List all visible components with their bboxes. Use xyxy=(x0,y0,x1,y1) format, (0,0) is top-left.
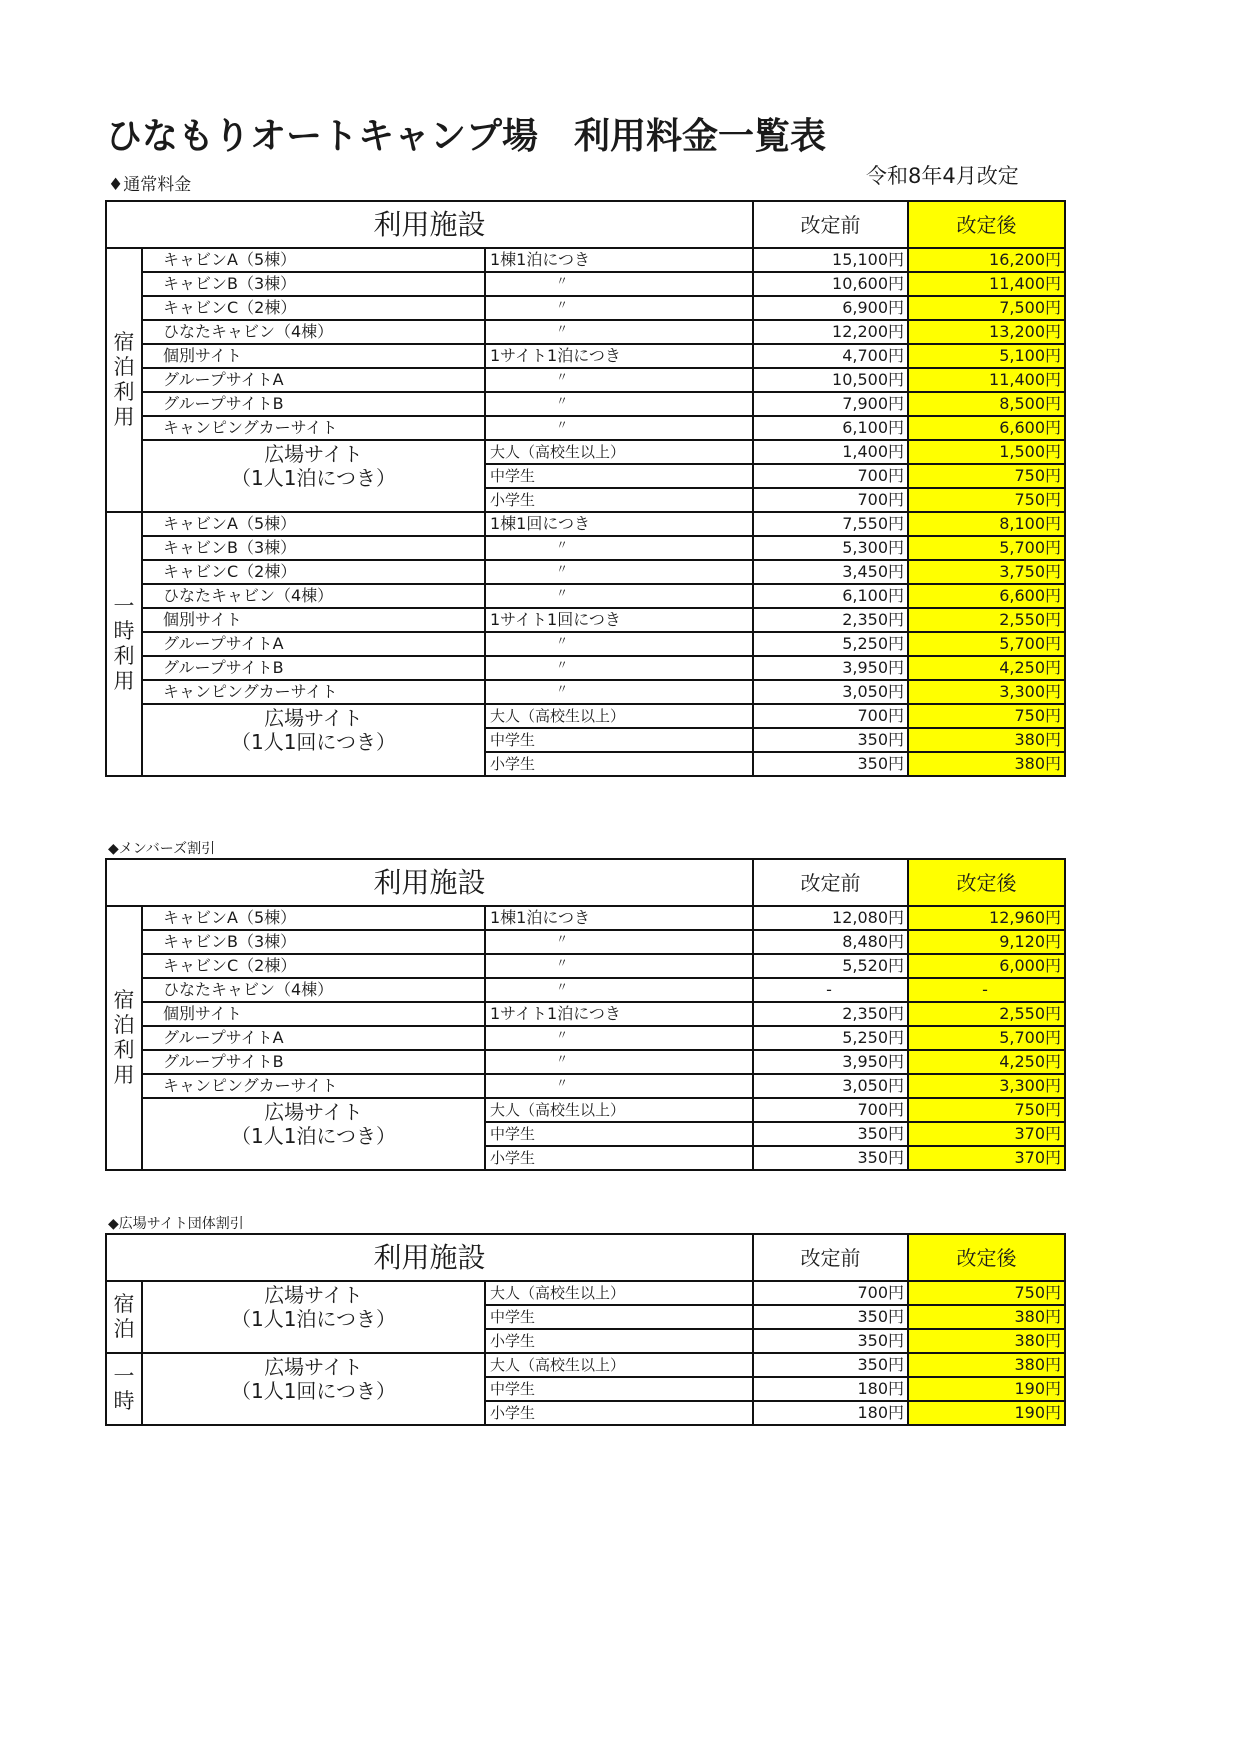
table-row xyxy=(106,392,1065,416)
price-after: 380円 xyxy=(908,1329,1065,1353)
price-after: 380円 xyxy=(908,728,1065,752)
price-after: 750円 xyxy=(908,488,1065,512)
table-row xyxy=(106,954,1065,978)
price-before: 180円 xyxy=(753,1401,908,1425)
table-row xyxy=(106,272,1065,296)
table-row xyxy=(106,512,1065,536)
plaza-site-unit: （1人1泊につき） xyxy=(230,1124,397,1148)
plaza-site-name: 広場サイト xyxy=(264,1283,363,1307)
table-row xyxy=(106,1074,1065,1098)
plaza-site-name: 広場サイト xyxy=(264,1355,363,1379)
price-after: 750円 xyxy=(908,1098,1065,1122)
section-label-members: ◆メンバーズ割引 xyxy=(108,841,216,857)
table-row xyxy=(106,248,1065,272)
price-before: 8,480円 xyxy=(753,930,908,954)
age-group: 小学生 xyxy=(485,1146,753,1170)
price-after: 750円 xyxy=(908,464,1065,488)
fee-table-normal xyxy=(105,200,1066,777)
facility-name: グループサイトA xyxy=(142,632,485,656)
header-before: 改定前 xyxy=(753,1234,908,1281)
unit-note: 〃 xyxy=(485,368,753,392)
price-before: 7,900円 xyxy=(753,392,908,416)
price-before: 6,100円 xyxy=(753,416,908,440)
price-before: 2,350円 xyxy=(753,608,908,632)
facility-name: キャビンC（2棟） xyxy=(142,296,485,320)
price-after: 380円 xyxy=(908,752,1065,776)
facility-name: キャンピングカーサイト xyxy=(142,1074,485,1098)
price-after: 5,700円 xyxy=(908,1026,1065,1050)
header-row xyxy=(106,201,1065,248)
price-before: 700円 xyxy=(753,1281,908,1305)
unit-note: 〃 xyxy=(485,978,753,1002)
unit-note: 1サイト1回につき xyxy=(485,608,753,632)
facility-name: キャビンC（2棟） xyxy=(142,560,485,584)
price-after: 9,120円 xyxy=(908,930,1065,954)
category-cell: 宿泊利用 xyxy=(106,906,142,1170)
price-after: 12,960円 xyxy=(908,906,1065,930)
table-row xyxy=(106,320,1065,344)
unit-note: 〃 xyxy=(485,392,753,416)
price-before: 4,700円 xyxy=(753,344,908,368)
price-after: 190円 xyxy=(908,1401,1065,1425)
price-before: 10,600円 xyxy=(753,272,908,296)
price-after: 3,300円 xyxy=(908,1074,1065,1098)
facility-name: 個別サイト xyxy=(142,1002,485,1026)
price-before: 1,400円 xyxy=(753,440,908,464)
unit-note: 〃 xyxy=(485,1026,753,1050)
table-row xyxy=(106,632,1065,656)
price-after: 5,700円 xyxy=(908,536,1065,560)
facility-name: キャンピングカーサイト xyxy=(142,680,485,704)
price-before: 3,050円 xyxy=(753,680,908,704)
header-before: 改定前 xyxy=(753,859,908,906)
table-row xyxy=(106,1353,1065,1377)
table-row xyxy=(106,1002,1065,1026)
price-before: 700円 xyxy=(753,1098,908,1122)
price-after: 11,400円 xyxy=(908,368,1065,392)
fee-table-group xyxy=(105,1233,1066,1426)
price-before: 700円 xyxy=(753,704,908,728)
price-after: 380円 xyxy=(908,1353,1065,1377)
unit-note: 〃 xyxy=(485,656,753,680)
table-row xyxy=(106,704,1065,728)
table-row xyxy=(106,906,1065,930)
price-after: 3,300円 xyxy=(908,680,1065,704)
plaza-site-name: 広場サイト xyxy=(264,706,363,730)
section-label-group: ◆広場サイト団体割引 xyxy=(108,1216,244,1232)
unit-note: 〃 xyxy=(485,296,753,320)
header-row xyxy=(106,1234,1065,1281)
price-after: 7,500円 xyxy=(908,296,1065,320)
price-after: 2,550円 xyxy=(908,1002,1065,1026)
header-after: 改定後 xyxy=(908,1234,1065,1281)
price-after: 2,550円 xyxy=(908,608,1065,632)
price-after: 6,600円 xyxy=(908,584,1065,608)
price-before: 3,950円 xyxy=(753,656,908,680)
price-before: 350円 xyxy=(753,1305,908,1329)
price-before: - xyxy=(753,978,908,1002)
price-after: 4,250円 xyxy=(908,656,1065,680)
fee-table-members xyxy=(105,858,1066,1171)
facility-name: グループサイトA xyxy=(142,1026,485,1050)
unit-note: 〃 xyxy=(485,1050,753,1074)
facility-name: グループサイトA xyxy=(142,368,485,392)
price-before: 350円 xyxy=(753,1353,908,1377)
header-row xyxy=(106,859,1065,906)
plaza-site-unit: （1人1回につき） xyxy=(230,1379,397,1403)
plaza-site-name: 広場サイト xyxy=(264,1100,363,1124)
plaza-site-cell xyxy=(142,440,485,512)
unit-note: 〃 xyxy=(485,272,753,296)
unit-note: 1棟1回につき xyxy=(485,512,753,536)
price-after: 6,600円 xyxy=(908,416,1065,440)
facility-name: ひなたキャビン（4棟） xyxy=(142,584,485,608)
table-row xyxy=(106,978,1065,1002)
table-row xyxy=(106,1026,1065,1050)
facility-name: 個別サイト xyxy=(142,344,485,368)
price-before: 350円 xyxy=(753,1329,908,1353)
price-after: 16,200円 xyxy=(908,248,1065,272)
section-label-normal: ♦通常料金 xyxy=(108,175,192,195)
unit-note: 〃 xyxy=(485,320,753,344)
plaza-site-unit: （1人1泊につき） xyxy=(230,1307,397,1331)
table-row xyxy=(106,536,1065,560)
price-before: 12,080円 xyxy=(753,906,908,930)
price-after: 5,100円 xyxy=(908,344,1065,368)
unit-note: 〃 xyxy=(485,680,753,704)
price-after: 370円 xyxy=(908,1146,1065,1170)
revision-date: 令和8年4月改定 xyxy=(866,164,1019,188)
age-group: 中学生 xyxy=(485,1122,753,1146)
plaza-site-cell xyxy=(142,1281,485,1353)
category-cell: 一時 xyxy=(106,1353,142,1425)
unit-note: 〃 xyxy=(485,560,753,584)
unit-note: 〃 xyxy=(485,1074,753,1098)
price-before: 5,250円 xyxy=(753,632,908,656)
price-before: 700円 xyxy=(753,464,908,488)
price-before: 3,450円 xyxy=(753,560,908,584)
facility-name: ひなたキャビン（4棟） xyxy=(142,978,485,1002)
price-after: 4,250円 xyxy=(908,1050,1065,1074)
plaza-site-name: 広場サイト xyxy=(264,442,363,466)
facility-name: キャビンA（5棟） xyxy=(142,512,485,536)
facility-name: キャビンA（5棟） xyxy=(142,248,485,272)
price-after: 11,400円 xyxy=(908,272,1065,296)
price-after: 13,200円 xyxy=(908,320,1065,344)
unit-note: 1サイト1泊につき xyxy=(485,1002,753,1026)
facility-name: 個別サイト xyxy=(142,608,485,632)
price-after: 380円 xyxy=(908,1305,1065,1329)
facility-name: キャビンB（3棟） xyxy=(142,272,485,296)
age-group: 小学生 xyxy=(485,1329,753,1353)
age-group: 中学生 xyxy=(485,728,753,752)
unit-note: 〃 xyxy=(485,632,753,656)
table-row xyxy=(106,368,1065,392)
price-before: 350円 xyxy=(753,1146,908,1170)
price-after: 5,700円 xyxy=(908,632,1065,656)
unit-note: 〃 xyxy=(485,416,753,440)
table-row xyxy=(106,680,1065,704)
price-before: 12,200円 xyxy=(753,320,908,344)
facility-name: グループサイトB xyxy=(142,392,485,416)
price-before: 350円 xyxy=(753,752,908,776)
price-before: 350円 xyxy=(753,728,908,752)
header-facility: 利用施設 xyxy=(106,1234,753,1281)
table-row xyxy=(106,1050,1065,1074)
age-group: 大人（高校生以上） xyxy=(485,1098,753,1122)
price-before: 180円 xyxy=(753,1377,908,1401)
age-group: 中学生 xyxy=(485,464,753,488)
price-after: - xyxy=(908,978,1065,1002)
price-after: 3,750円 xyxy=(908,560,1065,584)
price-before: 10,500円 xyxy=(753,368,908,392)
plaza-site-cell xyxy=(142,704,485,776)
facility-name: キャビンC（2棟） xyxy=(142,954,485,978)
facility-name: キャビンB（3棟） xyxy=(142,536,485,560)
table-row xyxy=(106,1098,1065,1122)
category-cell: 一時利用 xyxy=(106,512,142,776)
plaza-site-cell xyxy=(142,1353,485,1425)
price-before: 3,050円 xyxy=(753,1074,908,1098)
age-group: 大人（高校生以上） xyxy=(485,704,753,728)
age-group: 大人（高校生以上） xyxy=(485,1281,753,1305)
table-row xyxy=(106,344,1065,368)
unit-note: 1サイト1泊につき xyxy=(485,344,753,368)
header-after: 改定後 xyxy=(908,859,1065,906)
plaza-site-unit: （1人1回につき） xyxy=(230,730,397,754)
table-row xyxy=(106,608,1065,632)
table-row xyxy=(106,1281,1065,1305)
page-title: ひなもりオートキャンプ場 利用料金一覧表 xyxy=(106,116,827,157)
price-before: 350円 xyxy=(753,1122,908,1146)
price-after: 370円 xyxy=(908,1122,1065,1146)
price-before: 5,300円 xyxy=(753,536,908,560)
price-after: 6,000円 xyxy=(908,954,1065,978)
price-before: 5,520円 xyxy=(753,954,908,978)
header-after: 改定後 xyxy=(908,201,1065,248)
price-before: 2,350円 xyxy=(753,1002,908,1026)
price-after: 8,100円 xyxy=(908,512,1065,536)
unit-note: 1棟1泊につき xyxy=(485,248,753,272)
table-row xyxy=(106,560,1065,584)
age-group: 大人（高校生以上） xyxy=(485,1353,753,1377)
table-row xyxy=(106,584,1065,608)
table-row xyxy=(106,930,1065,954)
unit-note: 1棟1泊につき xyxy=(485,906,753,930)
age-group: 小学生 xyxy=(485,752,753,776)
fee-table-body xyxy=(106,859,1065,1170)
age-group: 大人（高校生以上） xyxy=(485,440,753,464)
table-row xyxy=(106,656,1065,680)
fee-table-body xyxy=(106,201,1065,776)
age-group: 小学生 xyxy=(485,488,753,512)
unit-note: 〃 xyxy=(485,954,753,978)
price-before: 700円 xyxy=(753,488,908,512)
price-before: 5,250円 xyxy=(753,1026,908,1050)
price-before: 3,950円 xyxy=(753,1050,908,1074)
header-facility: 利用施設 xyxy=(106,201,753,248)
age-group: 中学生 xyxy=(485,1305,753,1329)
category-cell: 宿泊利用 xyxy=(106,248,142,512)
age-group: 小学生 xyxy=(485,1401,753,1425)
unit-note: 〃 xyxy=(485,536,753,560)
table-row xyxy=(106,296,1065,320)
facility-name: ひなたキャビン（4棟） xyxy=(142,320,485,344)
facility-name: キャビンA（5棟） xyxy=(142,906,485,930)
facility-name: キャンピングカーサイト xyxy=(142,416,485,440)
header-before: 改定前 xyxy=(753,201,908,248)
price-after: 1,500円 xyxy=(908,440,1065,464)
category-cell: 宿泊 xyxy=(106,1281,142,1353)
header-facility: 利用施設 xyxy=(106,859,753,906)
price-before: 15,100円 xyxy=(753,248,908,272)
plaza-site-cell xyxy=(142,1098,485,1170)
age-group: 中学生 xyxy=(485,1377,753,1401)
price-after: 8,500円 xyxy=(908,392,1065,416)
price-before: 6,900円 xyxy=(753,296,908,320)
price-after: 190円 xyxy=(908,1377,1065,1401)
unit-note: 〃 xyxy=(485,584,753,608)
fee-table-body xyxy=(106,1234,1065,1425)
table-row xyxy=(106,416,1065,440)
plaza-site-unit: （1人1泊につき） xyxy=(230,466,397,490)
price-before: 7,550円 xyxy=(753,512,908,536)
price-before: 6,100円 xyxy=(753,584,908,608)
price-after: 750円 xyxy=(908,704,1065,728)
facility-name: グループサイトB xyxy=(142,1050,485,1074)
facility-name: キャビンB（3棟） xyxy=(142,930,485,954)
price-after: 750円 xyxy=(908,1281,1065,1305)
facility-name: グループサイトB xyxy=(142,656,485,680)
unit-note: 〃 xyxy=(485,930,753,954)
table-row xyxy=(106,440,1065,464)
